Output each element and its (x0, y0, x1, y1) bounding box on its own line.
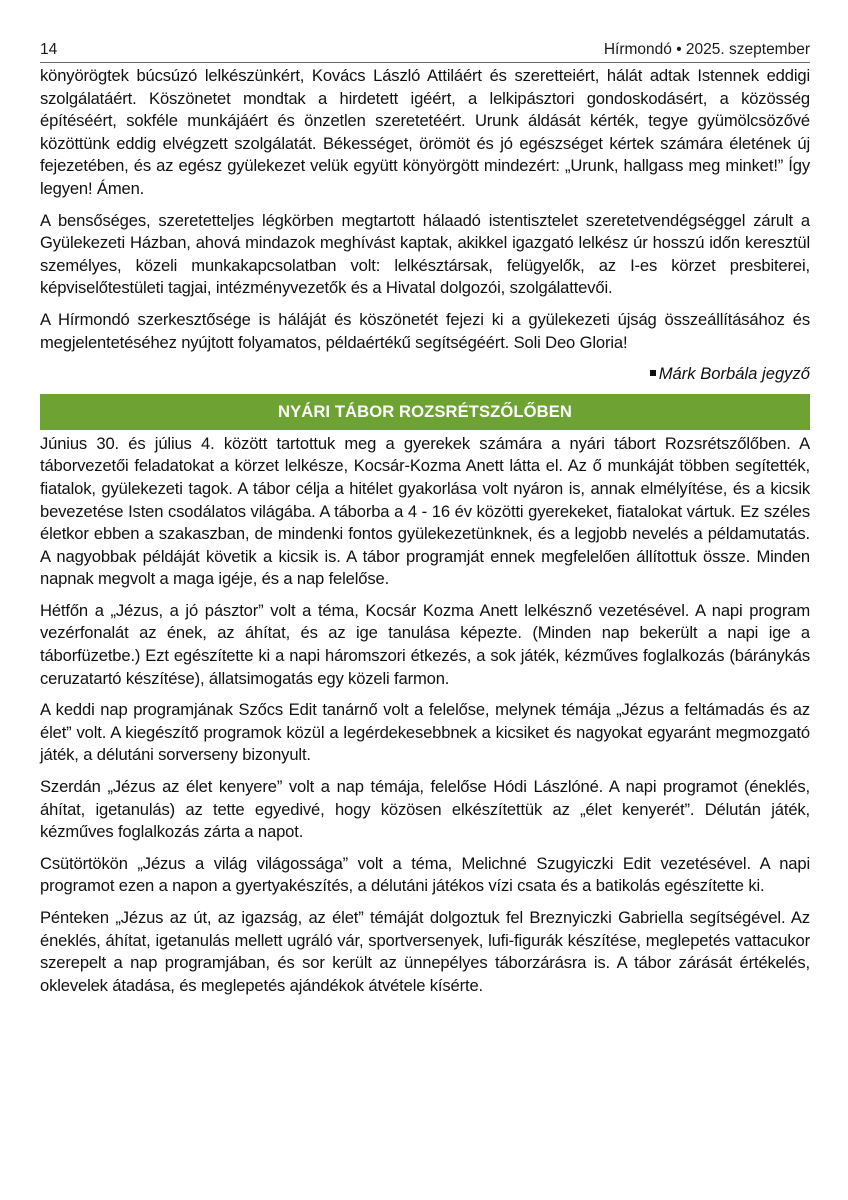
article-paragraph: Hétfőn a „Jézus, a jó pásztor” volt a téma, Kocsár Kozma Anett lelkésznő vezetésével. A napi program vezérfonalát az ének, az áhítat, és az ige tanulása képezte. (Minden nap bekerült a napi ige a táborfüzetbe.) Ezt egészítette ki a napi háromszori étkezés, a sok játék, kézműves foglalkozás (báránykás ceruzatartó készítése), állatsimogatás egy közeli farmon. (40, 600, 810, 688)
section-heading-banner: NYÁRI TÁBOR ROZSRÉTSZŐLŐBEN (40, 394, 810, 430)
article-paragraph: Csütörtökön „Jézus a világ világossága” volt a téma, Melichné Szugyiczki Edit vezetésével. A napi programot ezen a napon a gyertyakészítés, a délutáni játékos vízi csata és a batikolás egészítette ki. (40, 853, 810, 896)
article-paragraph: A bensőséges, szeretetteljes légkörben megtartott hálaadó istentisztelet szeretetvendégséggel zárult a Gyülekezeti Házban, ahová mindazok meghívást kaptak, akikkel igazgató lelkész úr hosszú időn keresztül személyes, közeli munkakapcsolatban volt: lelkésztársak, felügyelők, az I-es körzet presbiterei, képviselőtestületi tagjai, intézményvezetők és a Hivatal dolgozói, szolgálattevői. (40, 210, 810, 298)
article-paragraph: Szerdán „Jézus az élet kenyere” volt a nap témája, felelőse Hódi Lászlóné. A napi programot (éneklés, áhítat, igetanulás) az tette egyedivé, hogy közösen elkészítettük az „élet kenyerét”. Délután játék, kézműves foglalkozás zárta a napot. (40, 777, 810, 842)
author-signature (40, 363, 810, 386)
author-name: Márk Borbála jegyző (658, 364, 810, 384)
running-header (40, 40, 810, 63)
article-continued (40, 65, 810, 386)
newsletter-page (40, 40, 810, 1006)
article-paragraph: Pénteken „Jézus az út, az igazság, az élet” témáját dolgoztuk fel Breznyiczki Gabriella segítségével. Az éneklés, áhítat, igetanulás mellett ugráló vár, sportversenyek, lufi-figurák készítése, meglepetés vattacukor szerepelt a nap programjában, és sor került az ünnepélyes táborzárásra is. A tábor zárását értékelés, oklevelek átadása, és meglepetés ajándékok átvétele kísérte. (40, 908, 810, 995)
article-paragraph: Június 30. és július 4. között tartottuk meg a gyerekek számára a nyári tábort Rozsrétszőlőben. A táborvezetői feladatokat a körzet lelkésze, Kocsár-Kozma Anett látta el. Az ő munkáját többen segítették, fiatalok, gyülekezeti tagok. A tábor célja a hitélet gyakorlása volt nyáron is, annak elmélyítése, és a kicsik bevezetése Isten csodálatos világába. A táborba a 4 - 16 év közötti gyerekeket, fiatalokat vártuk. Ez széles életkor ebben a szakaszban, de mindenki fontos gyülekezetünknek, és a legjobb nevelés a példamutatás. A nagyobbak példáját követik a kicsik is. A tábor programját ennek megfelelően állítottuk össze. Minden napnak megvolt a maga igéje, és a nap felelőse. (40, 433, 810, 589)
publication-title: Hírmondó • 2025. szeptember (603, 41, 810, 58)
summer-camp-article (40, 433, 810, 998)
page-number: 14 (40, 41, 58, 58)
article-paragraph: A Hírmondó szerkesztősége is háláját és köszönetét fejezi ki a gyülekezeti újság összeállításához és megjelentetéséhez nyújtott folyamatos, példaértékű segítségéért. Soli Deo Gloria! (40, 309, 810, 352)
bullet-square-icon (650, 370, 656, 376)
article-paragraph: könyörögtek búcsúzó lelkészünkért, Kovács László Attiláért és szeretteiért, hálát adtak Istennek eddigi szolgálatáért. Köszönetet mondtak a hirdetett igéért, a lelkipásztori gondoskodásért, a közösség építéséért, sokféle munkájáért és önzetlen szeretetéért. Urunk áldását kérték, tegye gyümölcsözővé közöttünk eddig elvégzett szolgálatát. Békességet, örömöt és jó egészséget kértek számára életének új fejezetében, és az egész gyülekezet velük együtt könyörgött mindezért: „Urunk, hallgass meg minket!” Így legyen! Ámen. (40, 66, 810, 198)
article-paragraph: A keddi nap programjának Szőcs Edit tanárnő volt a felelőse, melynek témája „Jézus a feltámadás és az élet” volt. A kiegészítő programok közül a legérdekesebbnek a kicsiket és nagyokat egyaránt megmozgató játék, a délutáni sorverseny bizonyult. (40, 700, 810, 765)
